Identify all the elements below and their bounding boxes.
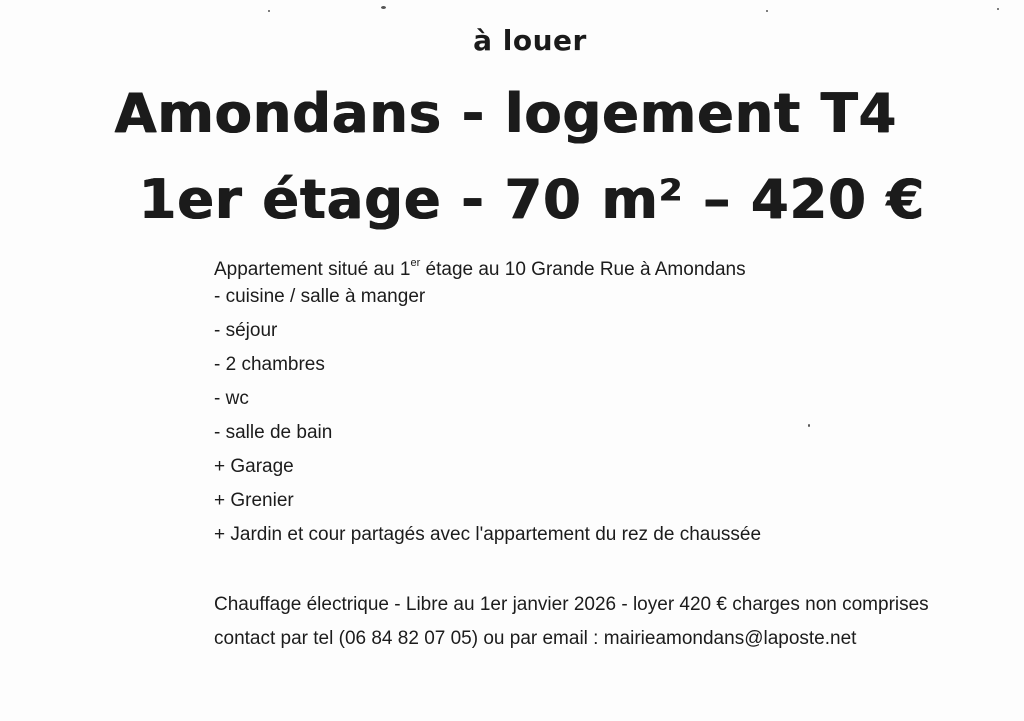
scan-speck bbox=[268, 10, 270, 12]
feature-item: - wc bbox=[214, 388, 249, 409]
feature-item: + Jardin et cour partagés avec l'appartement du rez de chaussée bbox=[214, 524, 762, 545]
feature-item: + Grenier bbox=[214, 490, 294, 511]
feature-item: - séjour bbox=[214, 320, 278, 341]
conditions-line: Chauffage électrique - Libre au 1er janvier 2026 - loyer 420 € charges non comprises bbox=[214, 594, 929, 615]
scan-speck bbox=[997, 8, 999, 10]
feature-item: - salle de bain bbox=[214, 422, 333, 443]
contact-line: contact par tel (06 84 82 07 05) ou par email : mairieamondans@laposte.net bbox=[214, 628, 857, 649]
description-block bbox=[214, 250, 1014, 660]
title-line-1: Amondans - logement T4 bbox=[114, 82, 898, 145]
scan-speck bbox=[381, 6, 386, 9]
intro-text-start: Appartement situé au 1 bbox=[214, 259, 411, 280]
intro-text-end: étage au 10 Grande Rue à Amondans bbox=[420, 259, 746, 280]
feature-item: - cuisine / salle à manger bbox=[214, 286, 426, 307]
section-spacer bbox=[214, 556, 1014, 592]
feature-item: + Garage bbox=[214, 456, 294, 477]
eyebrow-heading: à louer bbox=[473, 24, 587, 57]
intro-line bbox=[214, 250, 1014, 284]
feature-item: - 2 chambres bbox=[214, 354, 325, 375]
scan-speck bbox=[808, 424, 810, 427]
scan-speck bbox=[766, 10, 768, 12]
title-line-2: 1er étage - 70 m² – 420 € bbox=[138, 168, 926, 231]
intro-superscript: er bbox=[410, 257, 421, 269]
